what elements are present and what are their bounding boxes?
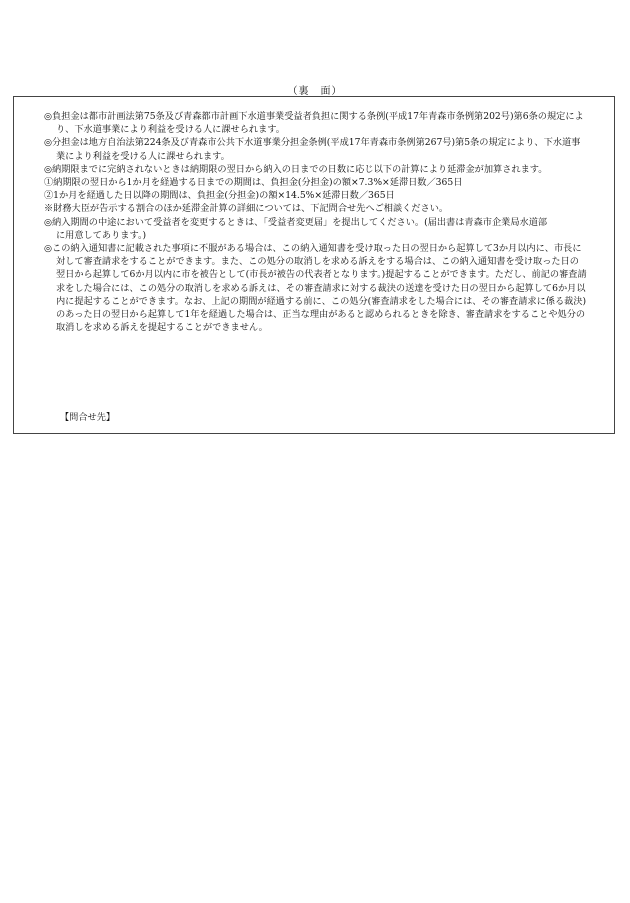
beneficiary-change-text: ◎納入期間の中途において受益者を変更するときは、「受益者変更届」を提出してください。(届出書は青森市企業局水道部 <box>44 216 548 228</box>
delay-rate-2: ②1か月を経過した日以降の期間は、負担金(分担金)の額×14.5%×延滞日数／365日 <box>44 190 395 202</box>
page-side-title: （裏 面） <box>287 86 343 97</box>
burden-note: ◎負担金は都市計画法第75条及び青森都市計画下水道事業受益者負担に関する条例(平成17年青森市条例第202号)第6条の規定により、下水道事業により利益を受ける人に課せられます。 <box>44 111 584 136</box>
delay-charge-note: ◎納期限までに完納されないときは納期限の翌日から納入の日までの日数に応じ以下の計算により延滞金が加算されます。 <box>44 163 548 175</box>
delay-rate-1: ①納期限の翌日から1か月を経過する日までの期間は、負担金(分担金)の額×7.3%×延滞日数／365日 <box>44 177 463 189</box>
contact-label: 【問合せ先】 <box>60 412 116 423</box>
beneficiary-change-text-end: に用意してあります。) <box>56 229 147 241</box>
beneficiary-change-note <box>44 216 588 242</box>
share-note: ◎分担金は地方自治法第224条及び青森市公共下水道事業分担金条例(平成17年青森市条例第267号)第5条の規定により、下水道事業により利益を受ける人に課せられます。 <box>44 137 581 162</box>
minister-rate-note: ※財務大臣が告示する割合のほか延滞金計算の詳細については、下記問合せ先へご相談ください。 <box>44 203 449 215</box>
appeal-note: ◎この納入通知書に記載された事項に不服がある場合は、この納入通知書を受け取った日の翌日から起算して3か月以内に、市長に対して審査請求をすることができます。また、この処分の取消しを求める訴えをする場合は、この納入通知書を受け取った日の翌日から起算して6か月以内に市を被告として(市長が被告の代表者となります。)提起することができます。ただし、前記の審査請求をした場合には、この処分の取消しを求める訴えは、その審査請求に対する裁決の送達を受けた日の翌日から起算して6か月以内に提起することができます。なお、上記の期間が経過する前に、この処分(審査請求をした場合には、その審査請求に係る裁決)のあった日の翌日から起算して1年を経過した場合は、正当な理由があると認められるときを除き、審査請求をすることや処分の取消しを求める訴えを提起することができません。 <box>44 243 587 334</box>
notes-section <box>44 110 588 334</box>
